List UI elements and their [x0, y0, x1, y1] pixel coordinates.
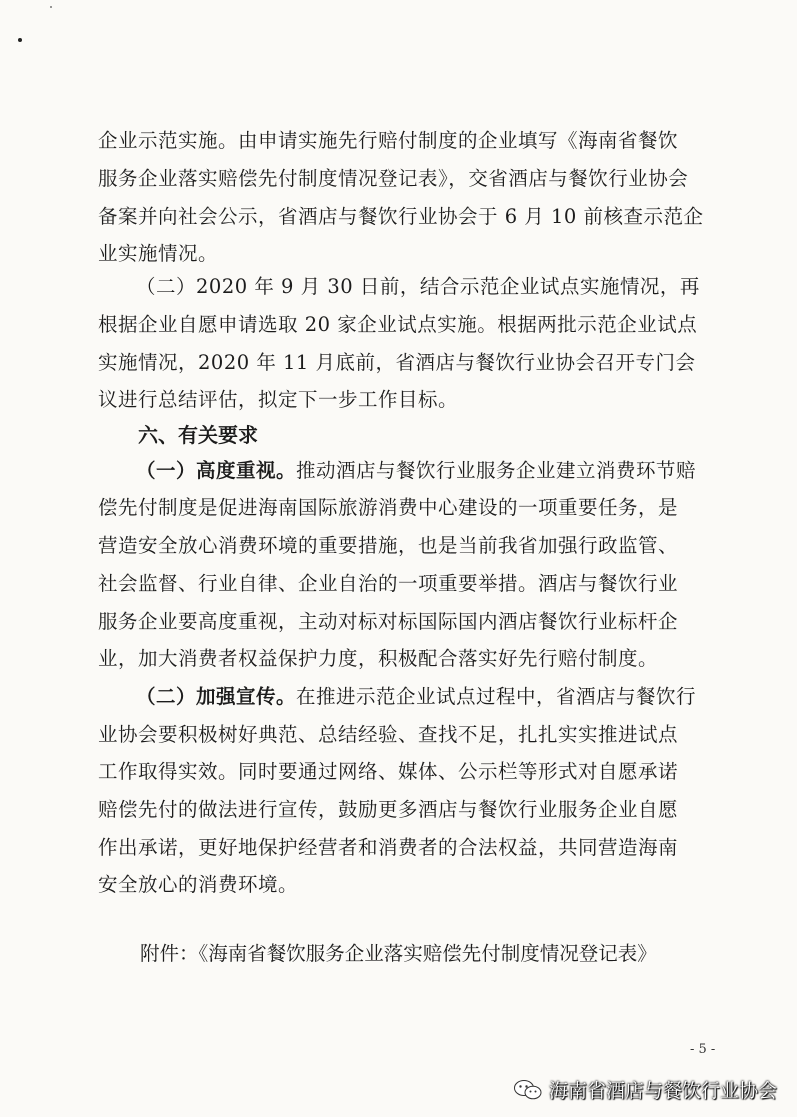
watermark-text: 海南省酒店与餐饮行业协会	[548, 1080, 777, 1102]
account-watermark	[513, 1076, 777, 1103]
paragraph-line: 实施情况，2020 年 11 月底前，省酒店与餐饮行业协会召开专门会	[98, 351, 696, 374]
paragraph-line: 根据企业自愿申请选取 20 家企业试点实施。根据两批示范企业试点	[98, 313, 698, 336]
paragraph-line: 工作取得实效。同时要通过网络、媒体、公示栏等形式对自愿承诺	[98, 760, 679, 783]
paragraph-text: 在推进示范企业试点过程中，省酒店与餐饮行	[296, 685, 697, 708]
section-heading: 六、有关要求	[138, 423, 258, 447]
paragraph-line: 偿先付制度是促进海南国际旅游消费中心建设的一项重要任务，是	[98, 496, 679, 519]
paragraph-lead: （二）加强宣传。	[136, 685, 297, 708]
paragraph-line: 业实施情况。	[98, 242, 219, 265]
paragraph-line: 营造安全放心消费环境的重要措施，也是当前我省加强行政监管、	[98, 534, 679, 557]
paragraph-line: 业协会要积极树好典范、总结经验、查找不足，扎扎实实推进试点	[98, 723, 679, 746]
scan-speck	[18, 38, 22, 42]
paragraph-line: 业，加大消费者权益保护力度，积极配合落实好先行赔付制度。	[98, 647, 659, 670]
attachment-note: 附件：《海南省餐饮服务企业落实赔偿先付制度情况登记表》	[140, 942, 657, 965]
paragraph-line: 备案并向社会公示，省酒店与餐饮行业协会于 6 月 10 前核查示范企	[98, 205, 704, 228]
paragraph-text: 推动酒店与餐饮行业服务企业建立消费环节赔	[296, 459, 697, 482]
paragraph-line: 企业示范实施。由申请实施先行赔付制度的企业填写《海南省餐饮	[98, 129, 679, 152]
paragraph-line: 议进行总结评估，拟定下一步工作目标。	[98, 388, 459, 411]
paragraph-line: （二）2020 年 9 月 30 日前，结合示范企业试点实施情况，再	[136, 275, 700, 298]
paragraph-lead: （一）高度重视。	[136, 459, 297, 482]
paragraph-line	[136, 684, 720, 710]
scan-speck	[50, 6, 52, 8]
paragraph-line: 安全放心的消费环境。	[98, 873, 299, 896]
wechat-icon	[513, 1079, 543, 1101]
paragraph-line: 社会监督、行业自律、企业自治的一项重要举措。酒店与餐饮行业	[98, 572, 679, 595]
paragraph-line: 服务企业要高度重视，主动对标对标国际国内酒店餐饮行业标杆企	[98, 610, 679, 633]
paragraph-line: 作出承诺，更好地保护经营者和消费者的合法权益，共同营造海南	[98, 836, 679, 859]
paragraph-line: 服务企业落实赔偿先付制度情况登记表》，交省酒店与餐饮行业协会	[98, 167, 689, 190]
paragraph-line: 赔偿先付的做法进行宣传，鼓励更多酒店与餐饮行业服务企业自愿	[98, 798, 679, 821]
paragraph-line	[136, 458, 720, 484]
page-number: - 5 -	[690, 1042, 716, 1057]
